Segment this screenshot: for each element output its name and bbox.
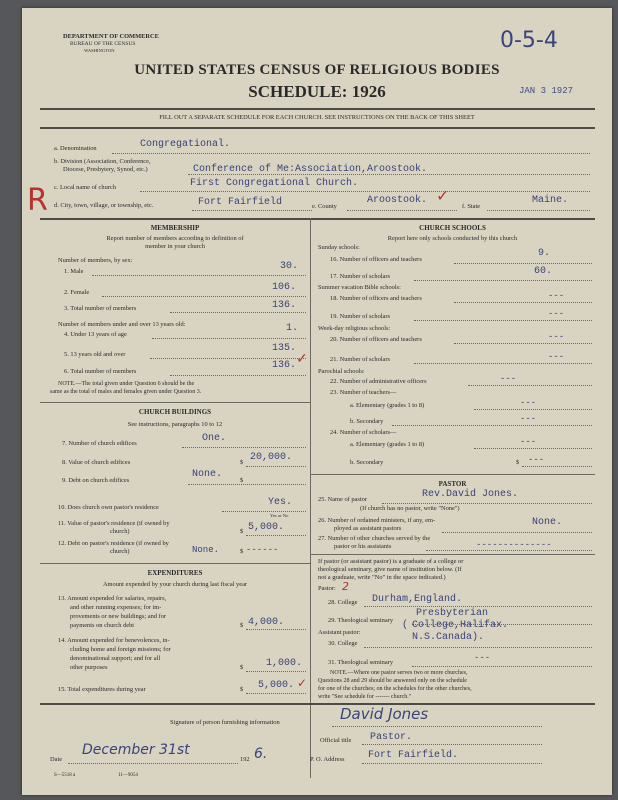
assistant-ministers-label-1: 26. Number of ordained ministers, if any, em- [318,517,436,524]
edifice-value-label: 8. Value of church edifices [62,459,131,466]
graduate-instructions-1: If pastor (or assistant pastor) is a graduate of a college or [318,558,464,565]
parochial-officers-value: --- [500,374,517,384]
membership-note-1: NOTE.—The total given under Question 6 should be the [58,381,195,387]
pastor-college-label: 28. College [328,599,358,606]
assistant-seminary-value: --- [474,653,491,663]
official-title-value: Pastor. [370,732,413,743]
edifices-label: 7. Number of church edifices [62,440,137,447]
female-label: 2. Female [64,289,90,296]
red-check-expenditures: ✓ [297,676,308,690]
expenditures-heading: EXPENDITURES [147,569,203,577]
weekday-officers-value: --- [548,332,565,342]
residence-debt-label-2: church) [110,548,130,555]
weekday-scholars-label: 21. Number of scholars [330,356,390,363]
state-value: Maine. [532,195,569,206]
total-members-value-1: 136. [272,300,297,311]
census-schedule-sheet: DEPARTMENT OF COMMERCE BUREAU OF THE CENSUS WASHINGTON 0-5-4 UNITED STATES CENSUS OF RELIGIOUS BODIES SCHEDULE: 1926 JAN 3 1927 FILL OUT A SEPARATE SCHEDULE FOR EACH CHURCH. SEE INSTRUCTIONS ON THE BACK OF THIS SHEET a. Denomination Congregational. b. Division (Association, Conference, Diocese, Presbytery, Synod, etc.) Conference of Me:Association,Aroostook. c. Local name of church First Congregational Church. d. City, town, village, or township, etc. Fort Fairfield e. County Aroostook. ✓ f. State Maine. R MEMBERSHIP Report number of members according to definition of member in your church Number of members, by sex: 1. Male 30. 2. Female 106. 3. Total number of members 136. Number of members under and over 13 years old: 4. Under 13 years of age 1. 5. 13 years old and over 135. 6. Total number of members 136. ✓ NOTE.—The total given under Question 6 should be the same as the total of males and females given under Question 3. CHURCH BUILDINGS See instructions, paragraphs 10 to 12 7. Number of church edifices One. 8. Value of church edifices $ 20,000. 9. Debt on church edifices $ None. 10. Does church own pastor's residence Yes. Yes or No 11. Value of pastor's residence (if owned by church) $ 5,000. 12. Debt on pastor's residence (if owned by church) None. $ ------ EXPENDITURES Amount expended by your church during last fiscal year 13. Amount expended for salaries, repairs, and other running expenses; for im- provements or new buildings; and for payments on church debt $ 4,000. 14. Amount expended for benevolences, in- cluding home and foreign missions; for denominational support; and for all other purposes $ 1,000. 15. Total expenditures during year $ 5,000. ✓ CHURCH SCHOOLS Report here only schools conducted by this church Sunday schools: 16. Number of officers and teachers 9. 17. Number of scholars 60. Summer vacation Bible schools: 18. Number of officers and teachers --- 19. Number of scholars --- Week-day religious schools: 20. Number of officers and teachers --- 21. Number of scholars --- Parochial schools: 22. Number of administrative officers --- 23. Number of teachers— a. Elementary (grades 1 to 8) --- b. Secondary --- 24. Number of scholars— a. Elementary (grades 1 to 8) --- b. Secondary $ --- PASTOR 25. Name of pastor Rev.David Jones. (If church has no pastor, write "None") 26. Number of ordained ministers, if any, em- ployed as assistant pastors None. 27. Number of other churches served by the pastor or his assistants -------------- If pastor (or assistant pastor) is a graduate of a college or theological seminary, give name of institution below. (If not a graduate, write "No" in the space indicated.) Pastor: 2 28. College Durham,England. 29. Theological seminary Presbyterian College,Halifax. ( Assistant pastor: 30. College N.S.Canada). 31. Theological seminary --- NOTE.—Where one pastor serves two or more churches, Questions 28 and 29 should be answered only on the schedule for one of the churches; on the schedules for the other churches, write "See schedule for ------- church." Signature of person furnishing information David Jones Official title Pastor. Date December 31st 192 6. P. O. Address Fort Fairfield. S—5518 a 11—9054 [22,8,612,795]
running-expenses-label: 13. Amount expended for salaries, repairs, and other running expenses; for im- provements or new buildings; and for payments on church debt [58,595,167,629]
parochial-scholars-label: 24. Number of scholars— [330,429,397,436]
teachers-elementary-value: --- [520,398,537,408]
po-address-label: P. O. Address [310,756,345,763]
red-check-total: ✓ [296,352,308,367]
vacation-scholars-value: --- [548,309,565,319]
membership-heading: MEMBERSHIP [150,224,200,232]
scholars-secondary-label: b. Secondary [350,459,384,466]
residence-owned-label: 10. Does church own pastor's residence [58,504,159,511]
state-label: f. State [462,203,481,210]
buildings-heading: CHURCH BUILDINGS [138,408,212,416]
residence-value-label-1: 11. Value of pastor's residence (if owned by [58,520,170,527]
scholars-secondary-value: --- [528,455,545,465]
male-value: 30. [280,261,299,272]
schools-intro: Report here only schools conducted by this church [387,235,518,242]
over-13-value: 135. [272,343,297,354]
bureau-label: BUREAU OF THE CENSUS [70,41,136,47]
denomination-value: Congregational. [140,139,231,150]
pastor-name-label: 25. Name of pastor [318,496,367,503]
sunday-scholars-label: 17. Number of scholars [330,273,390,280]
weekday-officers-label: 20. Number of officers and teachers [330,336,422,343]
yes-no-hint: Yes or No [270,513,289,518]
red-pastor-mark: 2 [342,580,349,593]
assistant-ministers-value: None. [532,517,563,528]
under-13-label: 4. Under 13 years of age [64,331,127,338]
edifice-value-amount: 20,000. [250,452,293,463]
local-name-label: c. Local name of church [54,184,116,191]
male-label: 1. Male [64,268,84,275]
vacation-scholars-label: 19. Number of scholars [330,313,390,320]
age-intro-label: Number of members under and over 13 years old: [58,321,186,328]
running-expenses-value: 4,000. [248,617,285,628]
buildings-instructions: See instructions, paragraphs 10 to 12 [127,421,223,428]
total-members-label-1: 3. Total number of members [64,305,137,312]
sunday-officers-label: 16. Number of officers and teachers [330,256,422,263]
pastor-seminary-label: 29. Theological seminary [328,617,394,624]
total-members-label-2: 6. Total number of members [64,368,137,375]
pastor-seminary-value-1: Presbyterian [416,608,489,619]
city-town-label: d. City, town, village, or township, etc. [54,202,154,209]
other-churches-label-2: pastor or his assistants [334,543,392,550]
assistant-seminary-label: 31. Theological seminary [328,659,394,666]
teachers-elementary-label: a. Elementary (grades 1 to 8) [350,402,425,409]
by-sex-label: Number of members, by sex: [58,257,133,264]
total-expenditures-label: 15. Total expenditures during year [58,686,146,693]
graduate-instructions-3: not a graduate, write "No" in the space indicated.) [318,574,446,581]
edifice-debt-label: 9. Debt on church edifices [62,477,130,484]
scholars-elementary-label: a. Elementary (grades 1 to 8) [350,441,425,448]
pastor-college-value: Durham,England. [372,594,463,605]
schools-heading: CHURCH SCHOOLS [419,224,486,232]
pastor-seminary-value-2: College,Halifax. [412,620,509,631]
county-label: e. County [312,203,337,210]
division-label-2: Diocese, Presbytery, Synod, etc.) [63,166,148,173]
residence-debt-dashes: ------ [246,545,279,555]
signature-rule [40,703,595,705]
date-label: Date [50,756,63,763]
residence-value-amount: 5,000. [248,522,285,533]
local-name-value: First Congregational Church. [190,178,359,189]
residence-value-label-2: church) [110,528,130,535]
year-value: 6. [254,746,268,762]
teachers-secondary-value: --- [520,414,537,424]
membership-note-2: same as the total of males and females given under Question 3. [50,389,202,395]
po-address-value: Fort Fairfield. [368,750,459,761]
benevolences-value: 1,000. [266,658,303,669]
female-value: 106. [272,282,297,293]
date-value: December 31st [82,742,190,758]
official-title-label: Official title [320,737,352,744]
received-date-stamp: JAN 3 1927 [519,86,574,96]
signature-value: David Jones [340,705,429,723]
teachers-secondary-label: b. Secondary [350,418,384,425]
total-expenditures-value: 5,000. [258,680,295,691]
vacation-schools-label: Summer vacation Bible schools: [318,284,401,291]
over-13-label: 5. 13 years old and over [64,351,126,358]
county-value: Aroostook. [367,195,428,206]
pastor-note-2: Questions 28 and 29 should be answered only on the schedule [318,678,467,684]
instructions-line: FILL OUT A SEPARATE SCHEDULE FOR EACH CHURCH. SEE INSTRUCTIONS ON THE BACK OF THIS SHEET [159,114,475,121]
instructions-rule [40,127,595,129]
pastor-section-label: Pastor: [318,585,336,592]
column-divider [310,218,311,778]
year-prefix: 192 [240,756,250,763]
form-number: S—5518 a [54,773,76,778]
assistant-pastor-label: Assistant pastor: [318,629,361,636]
department-label: DEPARTMENT OF COMMERCE [63,33,159,40]
membership-intro-1: Report number of members according to definition of [106,235,244,242]
form-title: UNITED STATES CENSUS OF RELIGIOUS BODIES [134,62,500,78]
assistant-ministers-label-2: ployed as assistant pastors [334,525,402,532]
residence-debt-label-1: 12. Debt on pastor's residence (if owned by [58,540,169,547]
pastor-name-value: Rev.David Jones. [422,489,519,500]
division-value: Conference of Me:Association,Aroostook. [193,164,428,175]
assistant-college-value: N.S.Canada). [412,632,485,643]
residence-owned-value: Yes. [268,497,293,508]
graduate-instructions-2: theological seminary, give name of institution below. (If [318,566,462,573]
edifice-debt-value: None. [192,469,223,480]
residence-debt-value: None. [192,545,220,555]
edifices-value: One. [202,433,227,444]
header-rule [40,108,595,110]
red-check-mark: ✓ [436,186,450,205]
assistant-college-label: 30. College [328,640,358,647]
sunday-scholars-value: 60. [534,266,553,277]
pastor-note-1: NOTE.—Where one pastor serves two or more churches, [330,670,468,676]
denomination-label: a. Denomination [54,145,97,152]
under-13-value: 1. [286,323,299,334]
signature-label: Signature of person furnishing information [170,719,280,726]
red-R-mark: R [27,183,48,218]
pastor-note-4: write "See schedule for ------- church." [318,694,412,700]
weekday-scholars-value: --- [548,352,565,362]
membership-intro-2: member in your church [145,243,205,250]
parochial-schools-label: Parochial schools: [318,368,365,375]
pastor-heading: PASTOR [438,480,467,488]
sunday-schools-label: Sunday schools: [318,244,360,251]
expenditures-intro: Amount expended by your church during last fiscal year [102,581,248,588]
pastor-note-3: for one of the churches; on the schedules for the other churches, [318,686,472,692]
weekday-schools-label: Week-day religious schools: [318,325,391,332]
form-subtitle: SCHEDULE: 1926 [248,82,386,101]
vacation-officers-label: 18. Number of officers and teachers [330,295,422,302]
other-churches-label-1: 27. Number of other churches served by the [318,535,431,542]
print-number: 11—9054 [118,773,138,778]
benevolences-label: 14. Amount expended for benevolences, in- cluding home and foreign missions; for denominational support; and for all other purposes [58,637,171,671]
parochial-officers-label: 22. Number of administrative officers [330,378,427,385]
division-label-1: b. Division (Association, Conference, [54,158,151,165]
city-town-value: Fort Fairfield [198,197,283,208]
vacation-officers-value: --- [548,291,565,301]
other-churches-value: -------------- [476,540,552,550]
pastor-name-note: (If church has no pastor, write "None") [360,505,460,512]
city-label: WASHINGTON [84,48,115,53]
general-rule [40,218,595,220]
sunday-officers-value: 9. [538,248,551,259]
total-members-value-2: 136. [272,360,297,371]
parochial-teachers-label: 23. Number of teachers— [330,389,397,396]
handwritten-code: 0-5-4 [500,28,558,53]
scholars-elementary-value: --- [520,437,537,447]
